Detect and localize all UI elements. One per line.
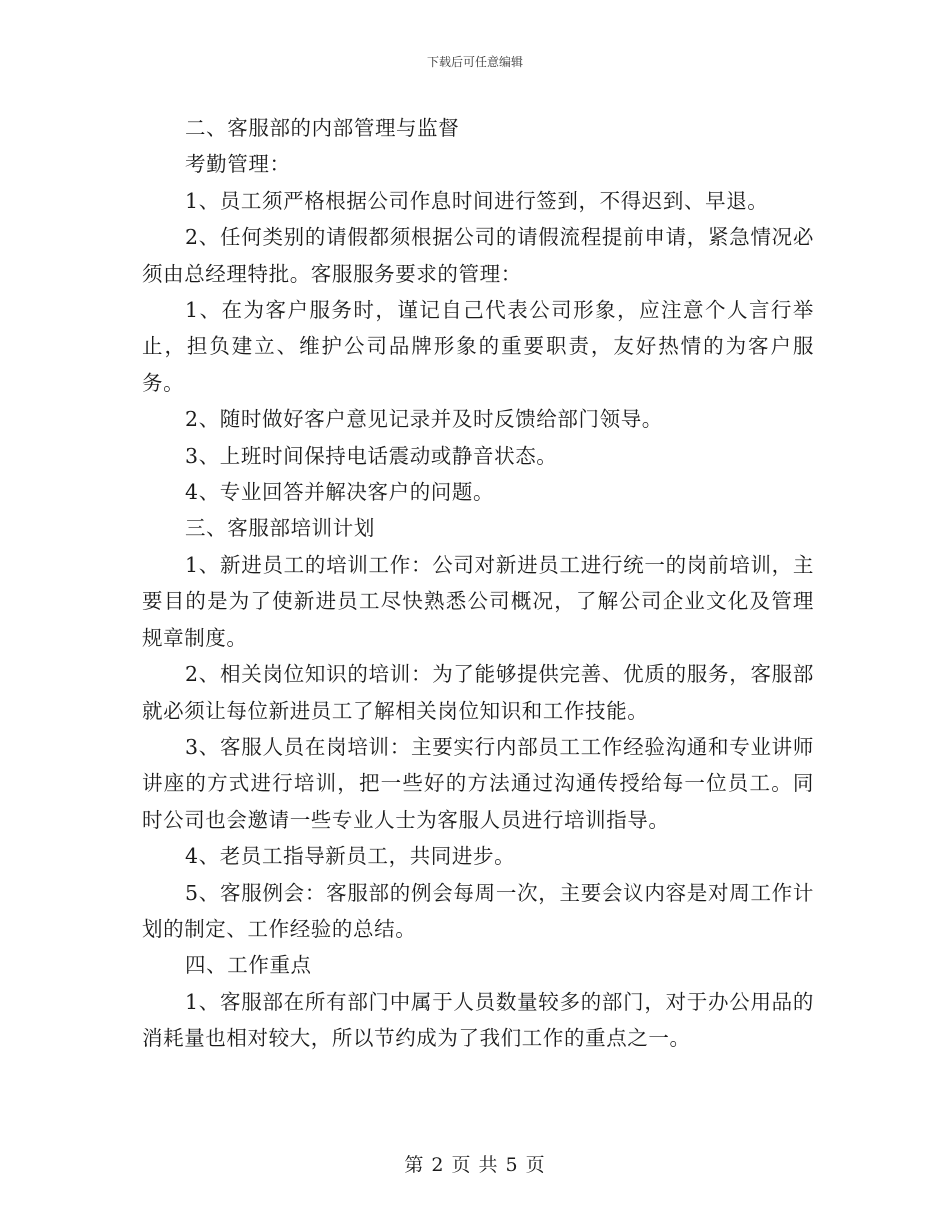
section-heading-work-focus: 四、工作重点 — [185, 953, 312, 978]
paragraph: 2、任何类别的请假都须根据公司的请假流程提前申请，紧急情况必须由总经理特批。客服服务要求的管理： — [142, 225, 814, 286]
section-heading-training-plan: 三、客服部培训计划 — [185, 516, 375, 541]
subheading-attendance: 考勤管理： — [185, 152, 291, 177]
paragraph: 2、随时做好客户意见记录并及时反馈给部门领导。 — [185, 407, 663, 432]
paragraph: 1、员工须严格根据公司作息时间进行签到，不得迟到、早退。 — [185, 188, 769, 213]
page-number-footer: 第 2 页 共 5 页 — [404, 1154, 546, 1176]
paragraph: 4、老员工指导新员工，共同进步。 — [185, 844, 516, 869]
paragraph: 2、相关岗位知识的培训：为了能够提供完善、优质的服务，客服部就必须让每位新进员工了解相关岗位知识和工作技能。 — [142, 662, 814, 723]
paragraph: 3、上班时间保持电话震动或静音状态。 — [185, 443, 558, 468]
section-heading-internal-management: 二、客服部的内部管理与监督 — [185, 116, 460, 140]
paragraph: 5、客服例会：客服部的例会每周一次，主要会议内容是对周工作计划的制定、工作经验的总结。 — [142, 880, 814, 941]
paragraph: 4、专业回答并解决客户的问题。 — [185, 480, 495, 505]
page-header-note: 下载后可任意编辑 — [426, 55, 523, 69]
paragraph: 3、客服人员在岗培训：主要实行内部员工工作经验沟通和专业讲师讲座的方式进行培训，把一些好的方法通过沟通传授给每一位员工。同时公司也会邀请一些专业人士为客服人员进行培训指导。 — [142, 734, 814, 832]
paragraph: 1、在为客户服务时，谨记自己代表公司形象，应注意个人言行举止，担负建立、维护公司品牌形象的重要职责，友好热情的为客户服务。 — [142, 298, 814, 395]
document-body — [142, 110, 814, 1057]
paragraph: 1、客服部在所有部门中属于人员数量较多的部门，对于办公用品的消耗量也相对较大，所以节约成为了我们工作的重点之一。 — [142, 989, 814, 1051]
paragraph: 1、新进员工的培训工作：公司对新进员工进行统一的岗前培训，主要目的是为了使新进员工尽快熟悉公司概况，了解公司企业文化及管理规章制度。 — [142, 552, 814, 650]
